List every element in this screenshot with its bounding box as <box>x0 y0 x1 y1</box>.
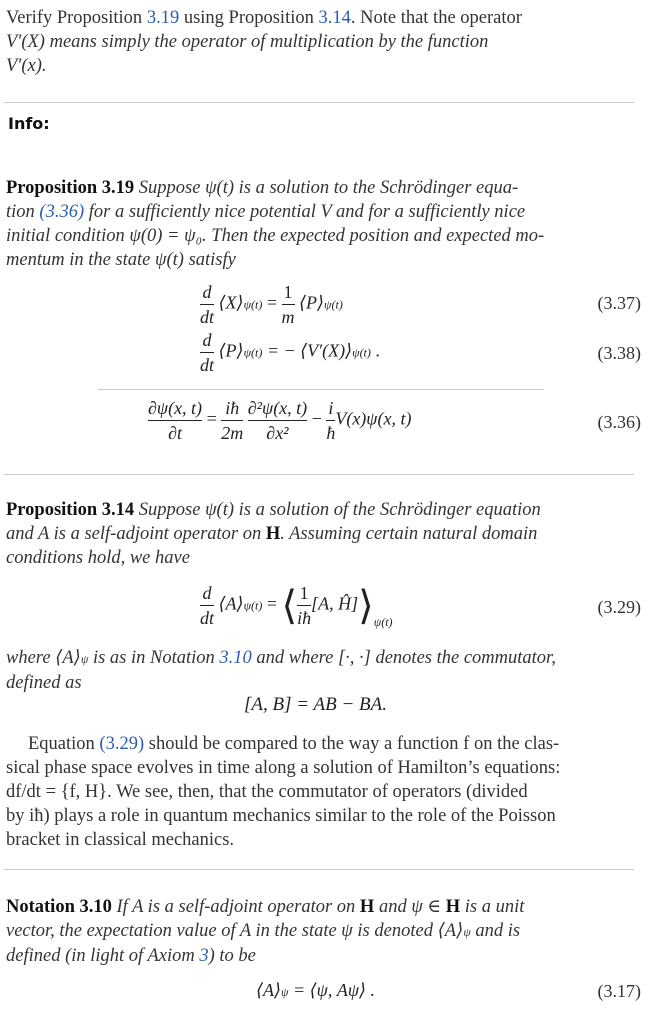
equation-3-36: $\frac{\partial\psi(x, t)}{\partial t}$ = $\frac{iħ}{2m}$ $\frac{\text{∂²ψ(x, t)}}{\text{∂x²}}$ − $\frac{i}{ħ}$ V(x)ψ(x, t) <box>148 398 412 443</box>
eq-number: (3.36) <box>597 412 641 432</box>
divider <box>4 869 634 870</box>
eq-number: (3.37) <box>597 293 641 313</box>
equation-3-38: $\frac{d}{dt}$ ⟨P⟩ψ(t) = − ⟨V′(X)⟩ψ(t) . <box>200 330 380 375</box>
ref-prop-3-14[interactable]: 3.14 <box>318 8 351 28</box>
divider <box>98 389 544 390</box>
ref-prop-3-19[interactable]: 3.19 <box>146 8 180 28</box>
eq-number: (3.29) <box>597 597 641 617</box>
notation-3-10: Notation 3.10 If A is a self-adjoint operator on H and ψ ∈ H is a unit vector, the expectation value of A in the state ψ is denoted ⟨A⟩ψ and is defined (in light of Axiom 3) to be <box>6 897 525 966</box>
divider <box>4 474 634 475</box>
ref-eq-3-36[interactable]: (3.36) <box>39 202 85 222</box>
question-text: Verify Proposition 3.19 using Proposition 3.14. Note that the operator V′(X) means simply the operator of multiplication by the function V′(x). <box>6 8 522 76</box>
proposition-3-19: Proposition 3.19 Suppose ψ(t) is a solution to the Schrödinger equa- tion (3.36) for a sufficiently nice potential V and for a sufficiently nice initial condition ψ(0) = ψ₀. Then the expected position and expected mo- mentum in the state ψ(t) satisfy <box>6 178 545 270</box>
commentary-paragraph: Equation (3.29) should be compared to the way a function f on the clas- sical phase space evolves in time along a solution of Hamilton’s equations: df/dt = {f, H}. We see, then, that the commutator of operators (divided by iħ) plays a role in quantum mechanics similar to the role of the Poisson bracket in classical mechanics. <box>6 734 561 850</box>
proposition-3-14: Proposition 3.14 Suppose ψ(t) is a solution of the Schrödinger equation and A is a self-adjoint operator on H. Assuming certain natural domain conditions hold, we have <box>6 500 541 568</box>
prop-title: Proposition 3.14 <box>6 500 135 520</box>
ref-axiom-3[interactable]: 3 <box>199 946 209 966</box>
divider <box>4 102 634 103</box>
ref-eq-3-29[interactable]: (3.29) <box>99 734 145 754</box>
ref-notation-3-10[interactable]: 3.10 <box>219 648 252 668</box>
eq-number: (3.38) <box>597 343 641 363</box>
eq-number: (3.17) <box>597 981 641 1001</box>
prop-title: Proposition 3.19 <box>6 178 135 198</box>
equation-3-37: $\frac{d}{dt}$ ⟨X⟩ψ(t) = $\frac{1}{m}$ ⟨P⟩ψ(t) <box>200 282 343 327</box>
equation-3-17: ⟨A⟩ψ = ⟨ψ, Aψ⟩ . <box>256 980 376 1000</box>
commutator-formula: [A, B] = AB − BA. <box>244 694 387 715</box>
notation-title: Notation 3.10 <box>6 897 112 917</box>
equation-3-29: $\frac{d}{dt}$ ⟨A⟩ψ(t) = ⟨ $\frac{1}{iħ}$ [A, $Ĥ]⟩_{\psi(t)}$ <box>200 583 393 629</box>
commutator-definition: where ⟨A⟩ψ is as in Notation 3.10 and where [·, ·] denotes the commutator, defined as <box>6 648 556 693</box>
info-label: Info: <box>8 114 50 133</box>
